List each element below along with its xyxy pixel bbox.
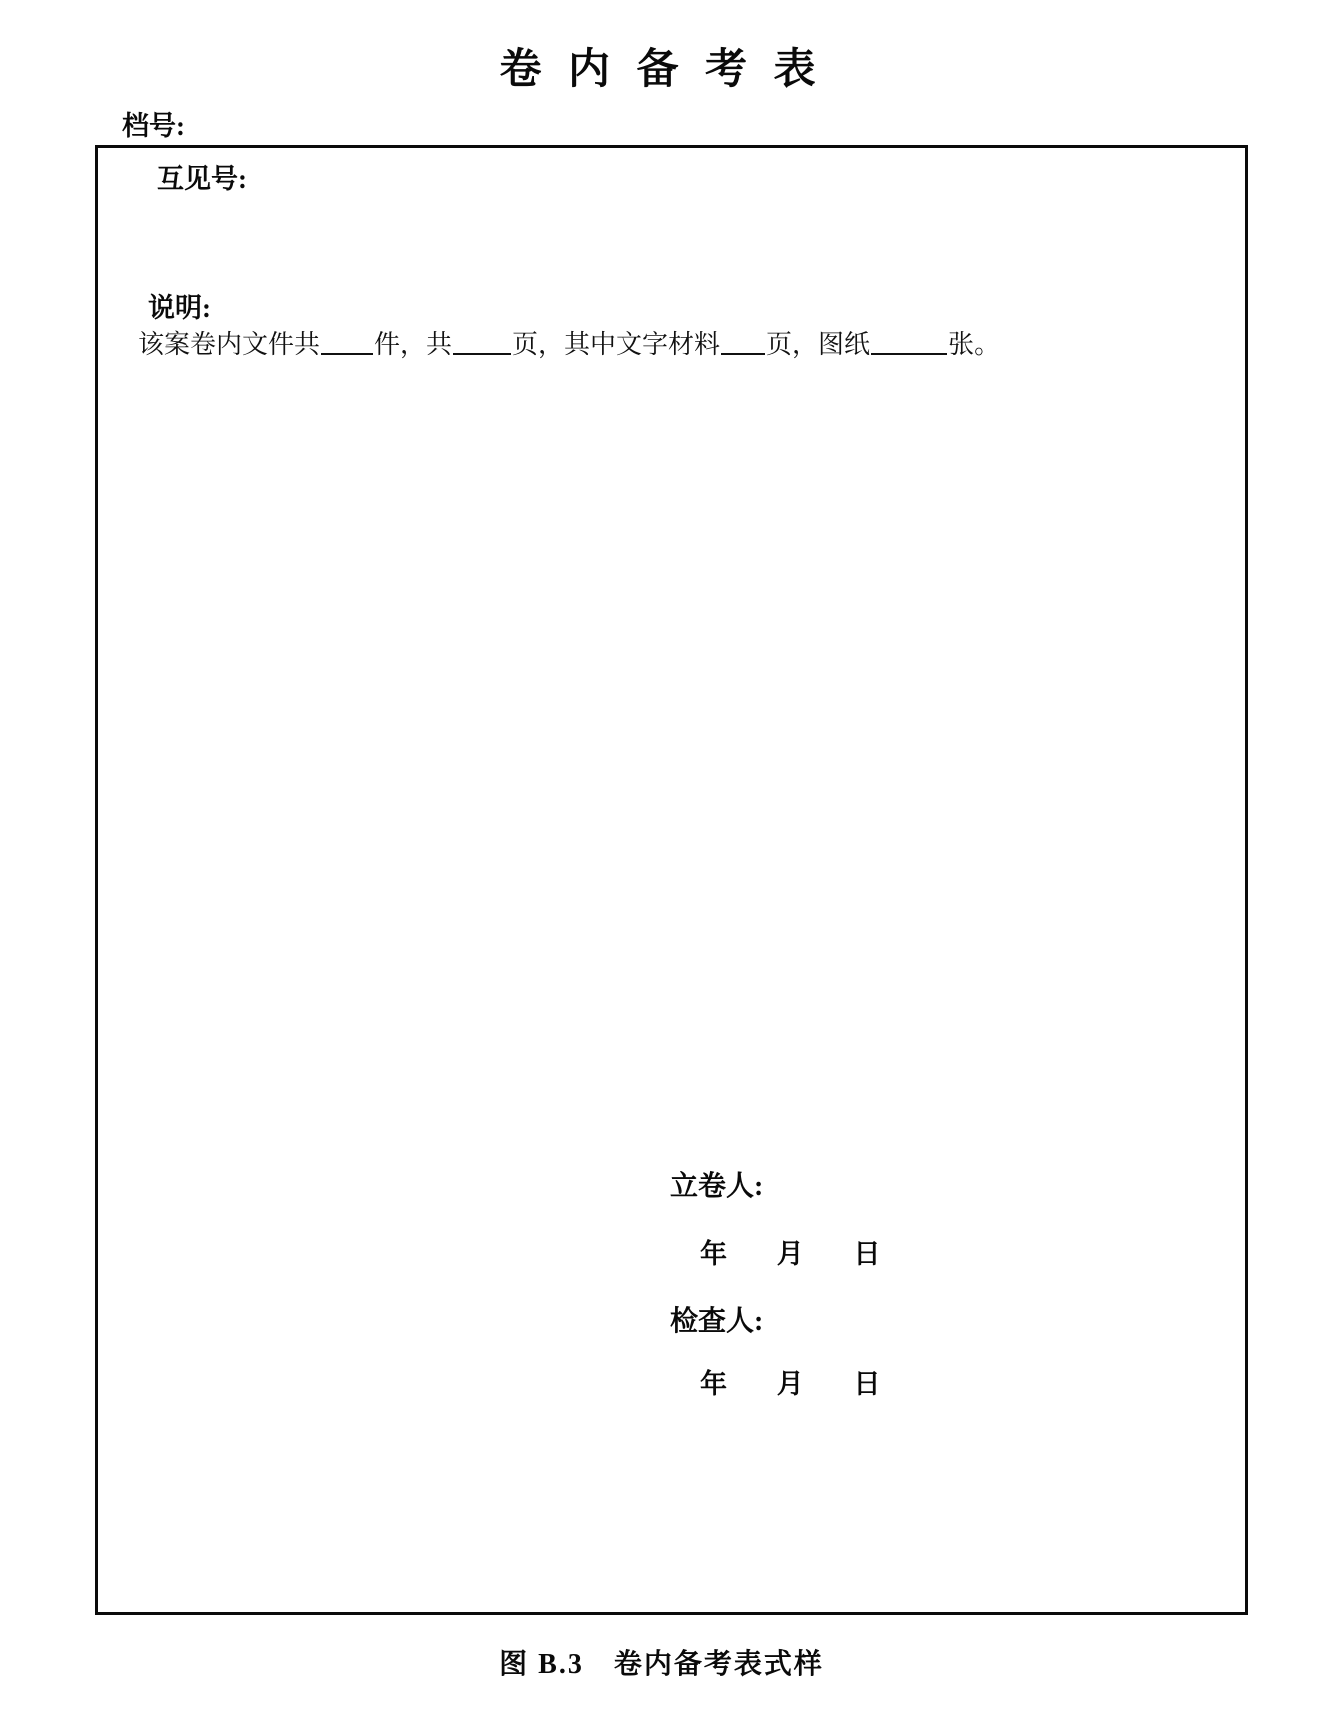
- notes-text-part3: 页，其中文字材料: [512, 330, 721, 359]
- notes-text-part5: 张。: [948, 330, 1001, 359]
- filer-label: 立卷人:: [670, 1171, 764, 1202]
- day-label: 日: [853, 1239, 881, 1269]
- year-label: 年: [700, 1369, 727, 1399]
- blank-drawing-count: [871, 330, 947, 355]
- month-label: 月: [776, 1369, 804, 1399]
- checker-date-row: [700, 1362, 881, 1401]
- cross-reference-label: 互见号:: [157, 164, 247, 194]
- day-label: 日: [853, 1369, 881, 1399]
- filer-date-row: [700, 1232, 881, 1271]
- notes-text-part4: 页，图纸: [766, 330, 871, 359]
- notes-text-part2: 件，共: [374, 330, 453, 359]
- page-title: 卷 内 备 考 表: [499, 47, 824, 93]
- year-label: 年: [700, 1239, 727, 1269]
- month-label: 月: [776, 1239, 804, 1269]
- form-box: [95, 145, 1248, 1615]
- blank-file-count: [321, 330, 373, 355]
- blank-text-page-count: [721, 330, 765, 355]
- notes-sentence: [138, 324, 1000, 361]
- notes-text-part1: 该案卷内文件共: [138, 330, 321, 359]
- file-number-label: 档号:: [122, 111, 185, 141]
- figure-caption: 图 B.3 卷内备考表式样: [499, 1649, 824, 1680]
- checker-label: 检查人:: [670, 1306, 764, 1337]
- notes-label: 说明:: [148, 293, 211, 323]
- blank-page-count: [453, 330, 511, 355]
